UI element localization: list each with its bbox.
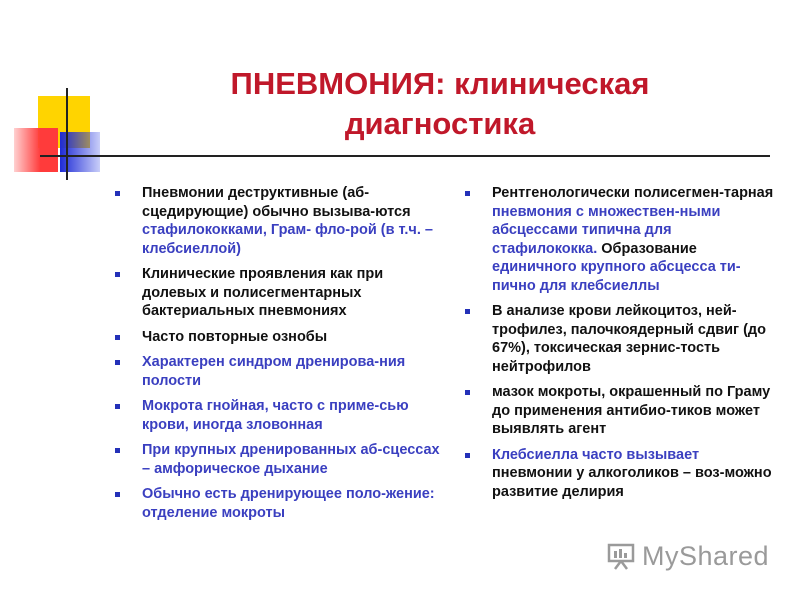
right-bullet-item xyxy=(462,302,777,376)
square-bullet-icon xyxy=(115,272,120,277)
left-bullet-item xyxy=(112,441,442,478)
bullet-text-segment: Часто повторные ознобы xyxy=(142,328,328,345)
left-bullet-item xyxy=(112,397,442,434)
square-bullet-icon xyxy=(465,191,470,196)
square-bullet-icon xyxy=(465,390,470,395)
title-line-2: диагностика xyxy=(344,106,536,141)
right-bullet-item xyxy=(462,383,777,439)
bullet-text-segment: Обычно есть дренирующее поло-жение: отделение мокроты xyxy=(142,486,435,521)
square-bullet-icon xyxy=(115,404,120,409)
slide-title xyxy=(170,64,710,144)
right-bullet-item xyxy=(462,184,777,295)
left-column xyxy=(112,184,442,529)
square-bullet-icon xyxy=(465,309,470,314)
bullet-text-segment: При крупных дренированных аб-сцессах – амфорическое дыхание xyxy=(142,442,440,477)
left-bullet-list xyxy=(112,184,442,522)
square-bullet-icon xyxy=(115,448,120,453)
presentation-board-icon xyxy=(606,541,636,571)
right-column xyxy=(462,184,777,508)
left-bullet-item xyxy=(112,184,442,258)
bullet-text-segment: Мокрота гнойная, часто с приме-сью крови, иногда зловонная xyxy=(142,398,409,433)
deco-vertical-line xyxy=(66,88,68,180)
bullet-text-segment: Рентгенологически полисегмен-тарная xyxy=(492,185,774,201)
square-bullet-icon xyxy=(115,360,120,365)
bullet-text-segment: стафилококками, Грам- фло-рой (в т.ч. – клебсиеллой) xyxy=(142,222,433,257)
bullet-text-segment: Клинические проявления как при долевых и полисегментарных бактериальных пневмониях xyxy=(142,266,384,319)
bullet-text-segment: Пневмонии деструктивные (аб-сцедирующие) обычно вызыва-ются xyxy=(142,185,411,220)
right-bullet-item xyxy=(462,446,777,502)
bullet-text-segment: пневмония с множествен-ными абсцессами типична для стафилококка. xyxy=(492,203,721,257)
bullet-text-segment: пневмонии у алкоголиков – воз-можно развитие делирия xyxy=(492,465,772,500)
left-bullet-item xyxy=(112,353,442,390)
bullet-text-segment: В анализе крови лейкоцитоз, ней-трофилез, палочкоядерный сдвиг (до 67%), токсическая зернис-тость нейтрофилов xyxy=(492,303,766,375)
bullet-text-segment: Клебсиелла часто вызывает xyxy=(492,446,700,463)
square-bullet-icon xyxy=(465,453,470,458)
bullet-text-segment: единичного крупного абсцесса ти-пично для клебсиеллы xyxy=(492,259,741,294)
title-underline xyxy=(40,155,770,157)
bullet-text-segment: мазок мокроты, окрашенный по Граму до применения антибио-тиков может выявлять агент xyxy=(492,384,771,437)
bullet-text-segment: Характерен синдром дренирова-ния полости xyxy=(142,354,406,389)
square-bullet-icon xyxy=(115,335,120,340)
deco-red-square xyxy=(14,128,58,172)
bullet-text-segment: Образование xyxy=(597,240,697,257)
left-bullet-item xyxy=(112,265,442,321)
square-bullet-icon xyxy=(115,191,120,196)
title-line-1: ПНЕВМОНИЯ: клиническая xyxy=(230,66,650,101)
square-bullet-icon xyxy=(115,492,120,497)
myshared-logo[interactable] xyxy=(606,536,769,576)
right-bullet-list xyxy=(462,184,777,501)
left-bullet-item xyxy=(112,485,442,522)
logo-text: MyShared xyxy=(642,540,770,571)
left-bullet-item xyxy=(112,328,442,347)
